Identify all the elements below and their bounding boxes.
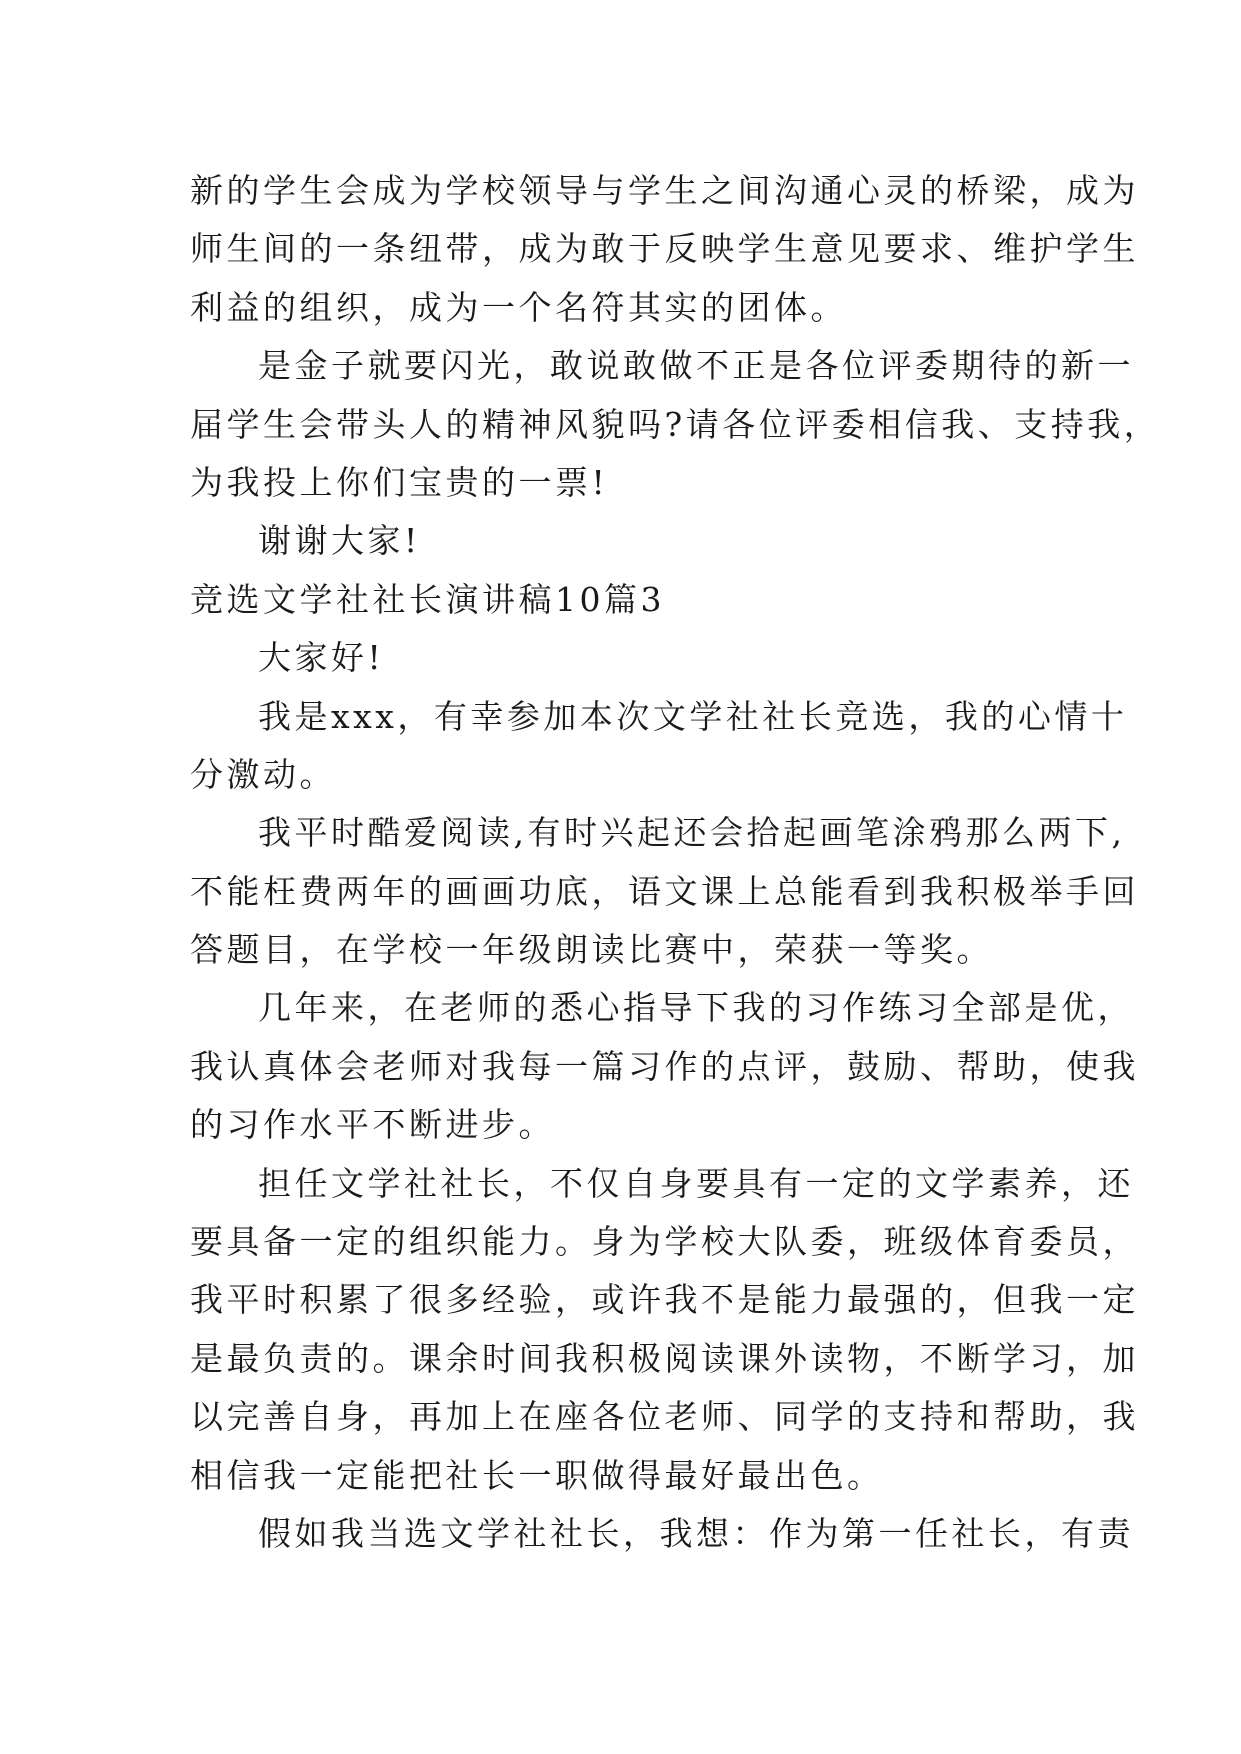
text-line: 不能枉费两年的画画功底，语文课上总能看到我积极举手回 bbox=[190, 871, 1139, 911]
text-line: 我是xxx，有幸参加本次文学社社长竞选，我的心情十 bbox=[258, 696, 1128, 736]
text-line: 大家好! bbox=[258, 638, 385, 678]
text-line: 假如我当选文学社社长，我想：作为第一任社长，有责 bbox=[258, 1513, 1134, 1553]
text-line: 相信我一定能把社长一职做得最好最出色。 bbox=[190, 1455, 884, 1495]
text-line: 几年来，在老师的悉心指导下我的习作练习全部是优， bbox=[258, 988, 1134, 1028]
text-line: 师生间的一条纽带，成为敢于反映学生意见要求、维护学生 bbox=[190, 229, 1139, 269]
section-heading: 竞选文学社社长演讲稿10篇3 bbox=[190, 579, 665, 619]
text-line: 谢谢大家! bbox=[258, 521, 421, 561]
text-line: 我平时积累了很多经验，或许我不是能力最强的，但我一定 bbox=[190, 1280, 1139, 1320]
text-line: 要具备一定的组织能力。身为学校大队委，班级体育委员， bbox=[190, 1222, 1139, 1262]
text-line: 我平时酷爱阅读,有时兴起还会拾起画笔涂鸦那么两下, bbox=[258, 813, 1126, 853]
text-line: 届学生会带头人的精神风貌吗?请各位评委相信我、支持我， bbox=[190, 404, 1161, 444]
text-line: 是最负责的。课余时间我积极阅读课外读物，不断学习，加 bbox=[190, 1338, 1139, 1378]
text-line: 以完善自身，再加上在座各位老师、同学的支持和帮助，我 bbox=[190, 1397, 1139, 1437]
text-line: 利益的组织，成为一个名符其实的团体。 bbox=[190, 287, 847, 327]
text-line: 答题目，在学校一年级朗读比赛中，荣获一等奖。 bbox=[190, 930, 993, 970]
text-line: 分激动。 bbox=[190, 754, 336, 794]
text-line: 新的学生会成为学校领导与学生之间沟通心灵的桥梁，成为 bbox=[190, 171, 1139, 210]
text-line: 担任文学社社长，不仅自身要具有一定的文学素养，还 bbox=[258, 1163, 1134, 1203]
text-line: 为我投上你们宝贵的一票! bbox=[190, 462, 609, 502]
text-line: 的习作水平不断进步。 bbox=[190, 1105, 555, 1145]
document-body bbox=[190, 162, 1161, 1563]
text-line: 我认真体会老师对我每一篇习作的点评，鼓励、帮助，使我 bbox=[190, 1046, 1139, 1086]
text-line: 是金子就要闪光，敢说敢做不正是各位评委期待的新一 bbox=[258, 346, 1134, 386]
